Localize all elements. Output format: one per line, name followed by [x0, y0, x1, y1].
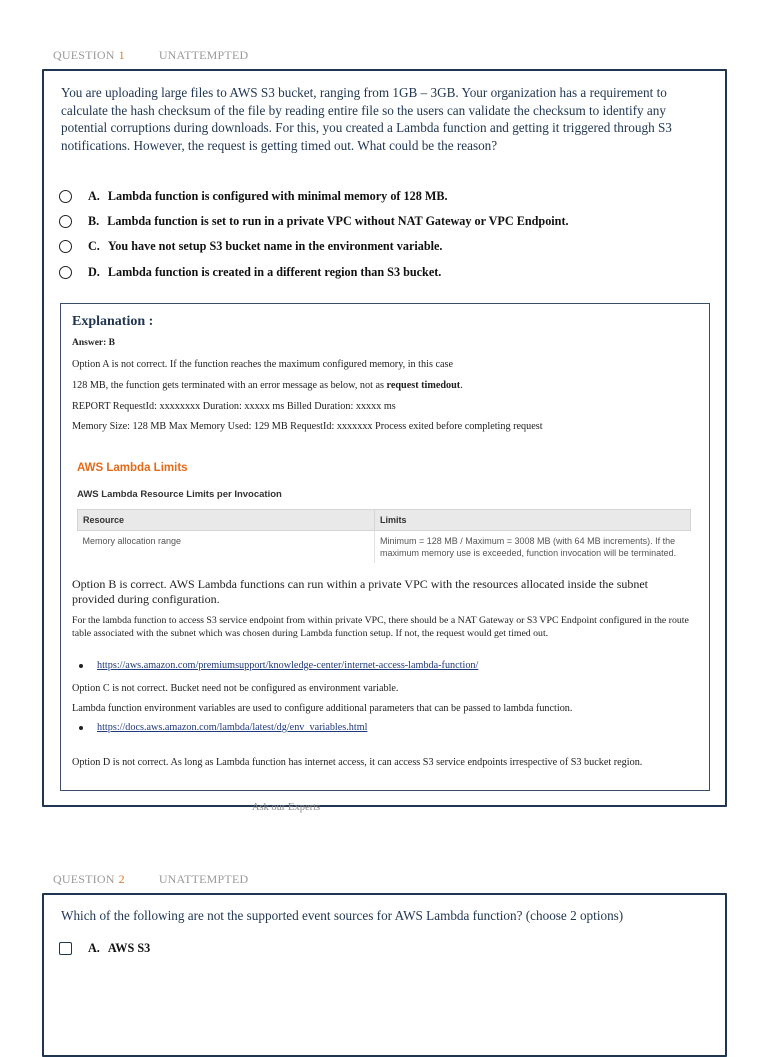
option-text: You have not setup S3 bucket name in the environment variable.	[107, 238, 443, 253]
link-item	[79, 722, 367, 733]
option-a-explanation-line2: 128 MB, the function gets terminated with an error message as below, not as request timedout.	[72, 380, 463, 391]
option-c-explanation: Option C is not correct. Bucket need not be configured as environment variable.	[72, 683, 399, 694]
option-b-detail: For the lambda function to access S3 service endpoint from within private VPC, there should be a NAT Gateway or S3 VPC Endpoint configured in the route table associated with the subnet which was chosen during Lambda function setup. If not, the request would get timed out.	[72, 615, 689, 639]
explanation-title: Explanation :	[72, 314, 154, 329]
table-header-limits: Limits	[375, 510, 691, 531]
report-line: REPORT RequestId: xxxxxxxx Duration: xxxxx ms Billed Duration: xxxxx ms	[72, 401, 396, 412]
link-item	[79, 660, 478, 671]
option-letter: A.	[88, 940, 100, 955]
radio-circle-icon[interactable]	[59, 240, 72, 253]
question-label: QUESTION	[53, 872, 115, 886]
bullet-icon	[79, 664, 83, 668]
question-label: QUESTION	[53, 48, 115, 62]
table-header-resource: Resource	[78, 510, 375, 531]
limits-table	[77, 509, 691, 563]
answer-label: Answer: B	[72, 338, 116, 348]
question-number: 2	[118, 872, 125, 886]
option-letter: B.	[88, 213, 100, 228]
question-2-card	[42, 893, 727, 1057]
question-number: 1	[118, 48, 125, 62]
option-a-explanation-line1: Option A is not correct. If the function reaches the maximum configured memory, in this case	[72, 359, 453, 370]
option-text: Lambda function is configured with minimal memory of 128 MB.	[107, 188, 448, 203]
question-2-header	[53, 872, 248, 887]
radio-circle-icon[interactable]	[59, 266, 72, 279]
option-text: Lambda function is set to run in a private VPC without NAT Gateway or VPC Endpoint.	[107, 213, 569, 228]
table-cell-resource: Memory allocation range	[82, 536, 182, 546]
question-1-card	[42, 69, 727, 807]
option-c-detail: Lambda function environment variables are used to configure additional parameters that can be passed to lambda function.	[72, 703, 573, 714]
question-status: UNATTEMPTED	[158, 872, 249, 886]
question-status: UNATTEMPTED	[158, 48, 249, 62]
table-row	[78, 531, 691, 564]
vpc-internet-access-link[interactable]: https://aws.amazon.com/premiumsupport/knowledge-center/internet-access-lambda-function/	[97, 660, 479, 671]
question-1-header	[53, 48, 248, 63]
option-letter: D.	[88, 264, 100, 279]
ask-experts-link[interactable]: Ask our Experts	[251, 802, 321, 813]
option-a[interactable]	[59, 187, 448, 205]
memory-line: Memory Size: 128 MB Max Memory Used: 129 MB RequestId: xxxxxxx Process exited before completing request	[72, 421, 543, 432]
option-text: AWS S3	[107, 940, 151, 955]
option-a[interactable]	[59, 939, 150, 957]
env-variables-link[interactable]: https://docs.aws.amazon.com/lambda/latest/dg/env_variables.html	[97, 722, 368, 733]
bullet-icon	[79, 726, 83, 730]
question-1-text: You are uploading large files to AWS S3 bucket, ranging from 1GB – 3GB. Your organization has a requirement to calculate the hash checksum of the file by reading entire file so the users can validate the checksum to identify any potential corruptions during downloads. For this, you created a Lambda function and getting it triggered through S3 notifications. However, the request is getting timed out. What could be the reason?	[61, 85, 672, 153]
radio-circle-icon[interactable]	[59, 190, 72, 203]
radio-circle-icon[interactable]	[59, 215, 72, 228]
limits-title: AWS Lambda Limits	[77, 462, 188, 474]
option-d-explanation: Option D is not correct. As long as Lambda function has internet access, it can access S3 service endpoints irrespective of S3 bucket region.	[72, 757, 643, 768]
question-2-text: Which of the following are not the supported event sources for AWS Lambda function? (choose 2 options)	[61, 908, 624, 923]
checkbox-icon[interactable]	[59, 942, 72, 955]
option-letter: A.	[88, 188, 100, 203]
limits-subtitle: AWS Lambda Resource Limits per Invocation	[77, 489, 282, 500]
option-letter: C.	[88, 238, 100, 253]
option-b-explanation: Option B is correct. AWS Lambda functions can run within a private VPC with the resources allocated inside the subnet provided during configuration.	[72, 577, 649, 606]
option-c[interactable]	[59, 237, 442, 255]
option-text: Lambda function is created in a different region than S3 bucket.	[107, 264, 442, 279]
explanation-panel	[60, 303, 710, 791]
option-b[interactable]	[59, 212, 569, 230]
table-cell-limits: Minimum = 128 MB / Maximum = 3008 MB (with 64 MB increments). If the maximum memory use is exceeded, function invocation will be terminated.	[375, 531, 691, 564]
option-d[interactable]	[59, 263, 441, 281]
